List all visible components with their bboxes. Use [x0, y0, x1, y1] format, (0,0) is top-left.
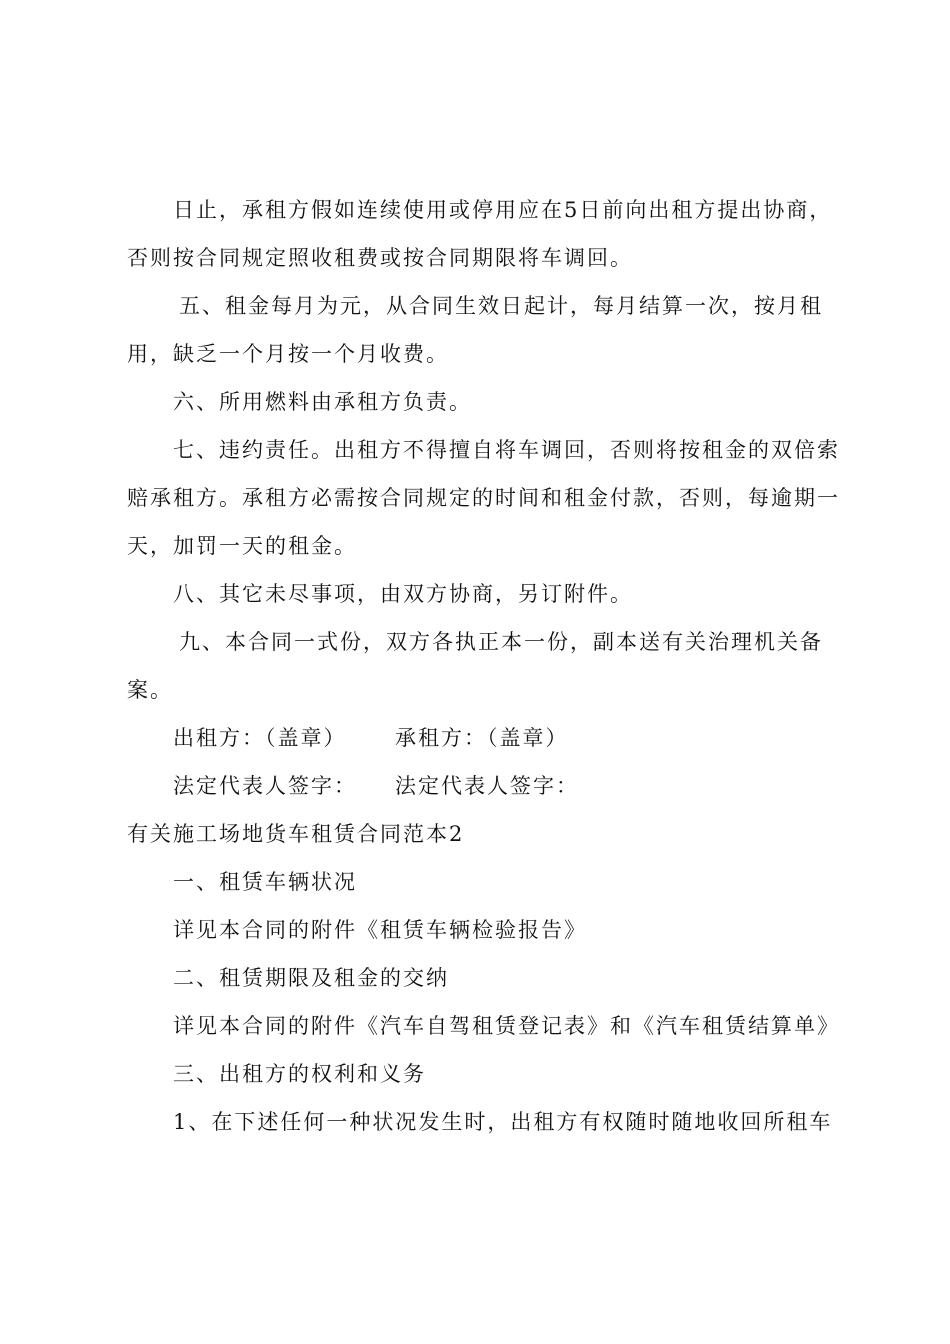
section-heading: 二、租赁期限及租金的交纳	[173, 966, 449, 990]
paragraph-line: 1、在下述任何一种状况发生时，出租方有权随时随地收回所租车	[173, 1110, 833, 1134]
section-title: 有关施工场地货车租赁合同范本2	[127, 822, 465, 846]
paragraph-line: 用，缺乏一个月按一个月收费。	[127, 342, 449, 366]
signature-row	[127, 762, 832, 810]
paragraph-line: 案。	[127, 678, 173, 702]
paragraph-line: 天，加罚一天的租金。	[127, 534, 357, 558]
lessor-signature-label: 法定代表人签字：	[173, 774, 357, 798]
paragraph-line: 详见本合同的附件《租赁车辆检验报告》	[173, 918, 587, 942]
paragraph-line: 赔承租方。承租方必需按合同规定的时间和租金付款，否则，每逾期一	[127, 486, 840, 510]
clause-9-line: 九、本合同一式份，双方各执正本一份，副本送有关治理机关备	[179, 630, 823, 654]
clause-8-line: 八、其它未尽事项，由双方协商，另订附件。	[173, 582, 633, 606]
clause-7-line: 七、违约责任。出租方不得擅自将车调回，否则将按租金的双倍索	[173, 438, 840, 462]
lessee-signature-label: 法定代表人签字：	[395, 774, 579, 798]
lessee-seal-label: 承租方：（盖章）	[395, 726, 569, 750]
clause-5-line: 五、租金每月为元，从合同生效日起计，每月结算一次，按月租	[179, 294, 823, 318]
paragraph-line: 日止，承租方假如连续使用或停用应在5日前向出租方提出协商，	[173, 198, 833, 222]
seal-row	[127, 714, 832, 762]
paragraph-line: 详见本合同的附件《汽车自驾租赁登记表》和《汽车租赁结算单》	[173, 1014, 840, 1038]
section-heading: 三、出租方的权利和义务	[173, 1062, 426, 1086]
section-heading: 一、租赁车辆状况	[173, 870, 357, 894]
lessor-seal-label: 出租方：（盖章）	[173, 726, 347, 750]
clause-6-line: 六、所用燃料由承租方负责。	[173, 390, 472, 414]
document-body	[127, 186, 840, 1146]
paragraph-line: 否则按合同规定照收租费或按合同期限将车调回。	[127, 246, 633, 270]
